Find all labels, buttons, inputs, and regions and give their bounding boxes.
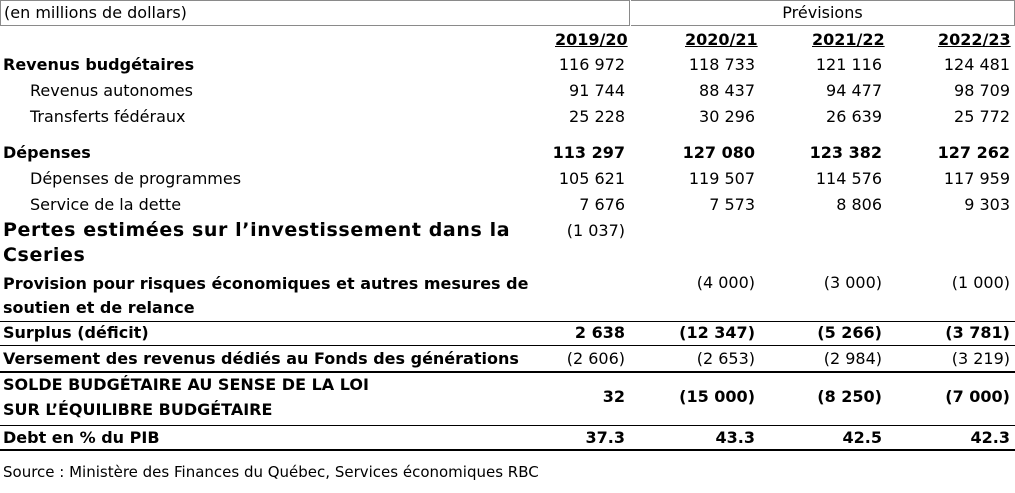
cell-value: 43.3 [715,428,755,447]
row-divider [0,321,1015,322]
cell-value: 127 080 [682,143,755,162]
cell-value: 121 116 [815,55,882,74]
cell-value: (2 606) [566,349,625,368]
forecast-header: Prévisions [631,0,1015,26]
row-label: Debt en % du PIB [3,428,160,447]
cell-value: 30 296 [699,107,755,126]
row-divider [0,449,1015,451]
row-label: Revenus autonomes [30,81,193,100]
cell-value: 42.3 [970,428,1010,447]
row-divider [0,345,1015,346]
cell-value: (3 000) [823,273,882,292]
cell-value: 98 709 [954,81,1010,100]
year-header: 2020/21 [685,30,758,49]
cell-value: 7 676 [579,195,625,214]
cell-value: (4 000) [696,273,755,292]
cell-value: 123 382 [809,143,882,162]
cell-value: (5 266) [817,323,882,342]
cell-value: 94 477 [826,81,882,100]
cell-value: 114 576 [815,169,882,188]
row-label: Cseries [3,244,86,266]
cell-value: 26 639 [826,107,882,126]
table-row [0,375,1015,423]
cell-value: 25 228 [569,107,625,126]
row-label: Transferts fédéraux [30,107,186,126]
cell-value: 117 959 [943,169,1010,188]
cell-value: 124 481 [943,55,1010,74]
row-label: Revenus budgétaires [3,55,195,74]
unit-label: (en millions de dollars) [0,0,630,26]
cell-value: 32 [602,387,625,406]
cell-value: 2 638 [574,323,625,342]
cell-value: 88 437 [699,81,755,100]
cell-value: (2 653) [696,349,755,368]
row-label: Dépenses de programmes [30,169,242,188]
source-note: Source : Ministère des Finances du Québec, Services économiques RBC [3,463,539,481]
cell-value: 25 772 [954,107,1010,126]
row-label: Pertes estimées sur l’investissement dans la [3,219,511,241]
row-label: Service de la dette [30,195,182,214]
row-label: Provision pour risques économiques et autres mesures de [3,274,529,293]
year-header: 2019/20 [555,30,628,49]
cell-value: 8 806 [836,195,882,214]
cell-value: (7 000) [945,387,1010,406]
row-label: Surplus (déficit) [3,323,149,342]
cell-value: 119 507 [688,169,755,188]
row-label: SOLDE BUDGÉTAIRE AU SENSE DE LA LOI [3,375,369,394]
cell-value: (1 000) [951,273,1010,292]
cell-value: (3 219) [951,349,1010,368]
cell-value: 113 297 [552,143,625,162]
cell-value: 7 573 [709,195,755,214]
cell-value: (12 347) [679,323,755,342]
row-label: SUR L’ÉQUILIBRE BUDGÉTAIRE [3,400,273,419]
row-label: Dépenses [3,143,91,162]
row-label: Versement des revenus dédiés au Fonds des générations [3,349,519,368]
cell-value: (2 984) [823,349,882,368]
cell-value: 116 972 [558,55,625,74]
table-row [0,273,1015,319]
cell-value: (8 250) [817,387,882,406]
row-divider [0,425,1015,426]
cell-value: (1 037) [566,221,625,240]
cell-value: 127 262 [937,143,1010,162]
table-row [0,218,1015,268]
cell-value: (3 781) [945,323,1010,342]
cell-value: (15 000) [679,387,755,406]
row-label: soutien et de relance [3,298,195,317]
row-divider [0,371,1015,373]
year-header: 2022/23 [938,30,1011,49]
cell-value: 91 744 [569,81,625,100]
cell-value: 118 733 [688,55,755,74]
cell-value: 105 621 [558,169,625,188]
cell-value: 37.3 [585,428,625,447]
cell-value: 9 303 [964,195,1010,214]
cell-value: 42.5 [842,428,882,447]
year-header: 2021/22 [812,30,885,49]
